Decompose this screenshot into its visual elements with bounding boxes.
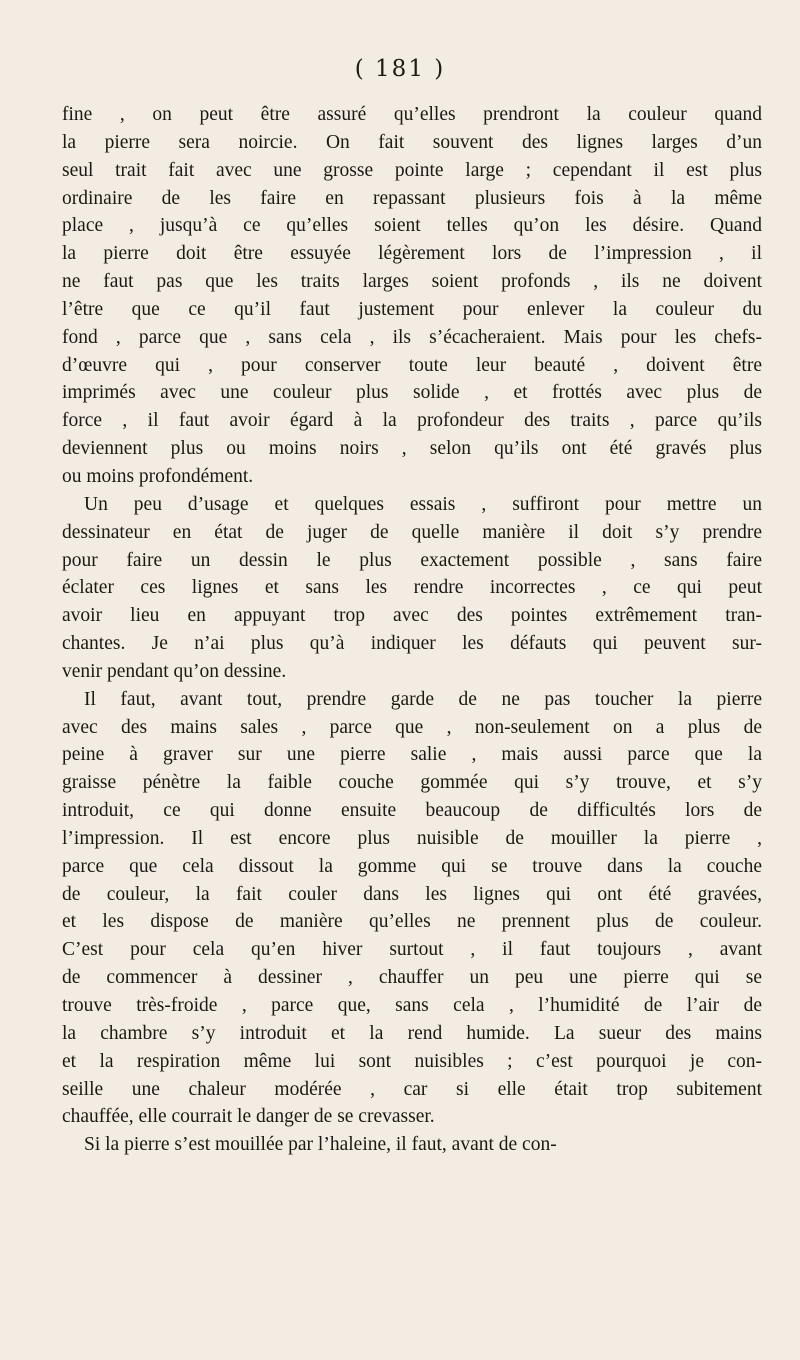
text-line: l’impression. Il est encore plus nuisible de mouiller la pierre , bbox=[62, 827, 762, 849]
page-number-header: ( 181 ) bbox=[354, 56, 446, 82]
text-line: éclater ces lignes et sans les rendre incorrectes , ce qui peut bbox=[62, 577, 762, 599]
text-line: chantes. Je n’ai plus qu’à indiquer les défauts qui peuvent sur- bbox=[62, 633, 762, 655]
text-line: imprimés avec une couleur plus solide , et frottés avec plus de bbox=[62, 382, 762, 404]
text-line: d’œuvre qui , pour conserver toute leur beauté , doivent être bbox=[62, 354, 762, 376]
text-line: C’est pour cela qu’en hiver surtout , il faut toujours , avant bbox=[62, 939, 762, 961]
text-line: venir pendant qu’on dessine. bbox=[62, 660, 287, 682]
text-line: de couleur, la fait couler dans les lignes qui ont été gravées, bbox=[62, 883, 762, 905]
text-line: ne faut pas que les traits larges soient profonds , ils ne doivent bbox=[62, 271, 762, 293]
text-line: place , jusqu’à ce qu’elles soient telles qu’on les désire. Quand bbox=[62, 215, 762, 237]
text-line: Si la pierre s’est mouillée par l’haleine, il faut, avant de con- bbox=[84, 1134, 557, 1156]
text-line: la pierre doit être essuyée légèrement lors de l’impression , il bbox=[62, 243, 762, 265]
text-line: avec des mains sales , parce que , non-seulement on a plus de bbox=[62, 716, 762, 738]
text-line: ordinaire de les faire en repassant plusieurs fois à la même bbox=[62, 187, 762, 209]
body-text bbox=[62, 101, 762, 1159]
text-line: avoir lieu en appuyant trop avec des pointes extrêmement tran- bbox=[62, 605, 762, 627]
text-line: graisse pénètre la faible couche gommée qui s’y trouve, et s’y bbox=[62, 772, 762, 794]
text-line: dessinateur en état de juger de quelle manière il doit s’y prendre bbox=[62, 521, 762, 543]
text-line: ou moins profondément. bbox=[62, 465, 254, 487]
text-line: introduit, ce qui donne ensuite beaucoup de difficultés lors de bbox=[62, 800, 762, 822]
text-line: la pierre sera noircie. On fait souvent des lignes larges d’un bbox=[62, 131, 762, 153]
text-line: fine , on peut être assuré qu’elles prendront la couleur quand bbox=[62, 104, 762, 125]
text-line: peine à graver sur une pierre salie , mais aussi parce que la bbox=[62, 744, 762, 766]
text-line: seul trait fait avec une grosse pointe large ; cependant il est plus bbox=[62, 159, 762, 181]
text-line: Un peu d’usage et quelques essais , suffiront pour mettre un bbox=[84, 493, 762, 515]
text-line: et les dispose de manière qu’elles ne prennent plus de couleur. bbox=[62, 911, 762, 933]
text-line: force , il faut avoir égard à la profondeur des traits , parce qu’ils bbox=[62, 410, 762, 432]
text-line: l’être que ce qu’il faut justement pour enlever la couleur du bbox=[62, 298, 762, 320]
text-line: parce que cela dissout la gomme qui se trouve dans la couche bbox=[62, 855, 762, 877]
text-line: Il faut, avant tout, prendre garde de ne pas toucher la pierre bbox=[84, 688, 762, 710]
text-line: trouve très-froide , parce que, sans cela , l’humidité de l’air de bbox=[62, 995, 762, 1016]
text-line: fond , parce que , sans cela , ils s’écacheraient. Mais pour les chefs- bbox=[62, 326, 762, 348]
text-line: chauffée, elle courrait le danger de se crevasser. bbox=[62, 1106, 435, 1128]
text-line: et la respiration même lui sont nuisibles ; c’est pourquoi je con- bbox=[62, 1050, 762, 1072]
text-line: deviennent plus ou moins noirs , selon qu’ils ont été gravés plus bbox=[62, 438, 762, 460]
text-line: la chambre s’y introduit et la rend humide. La sueur des mains bbox=[62, 1022, 762, 1044]
text-line: pour faire un dessin le plus exactement possible , sans faire bbox=[62, 549, 762, 571]
text-line: de commencer à dessiner , chauffer un peu une pierre qui se bbox=[62, 967, 762, 989]
text-line: seille une chaleur modérée , car si elle était trop subitement bbox=[62, 1078, 762, 1100]
